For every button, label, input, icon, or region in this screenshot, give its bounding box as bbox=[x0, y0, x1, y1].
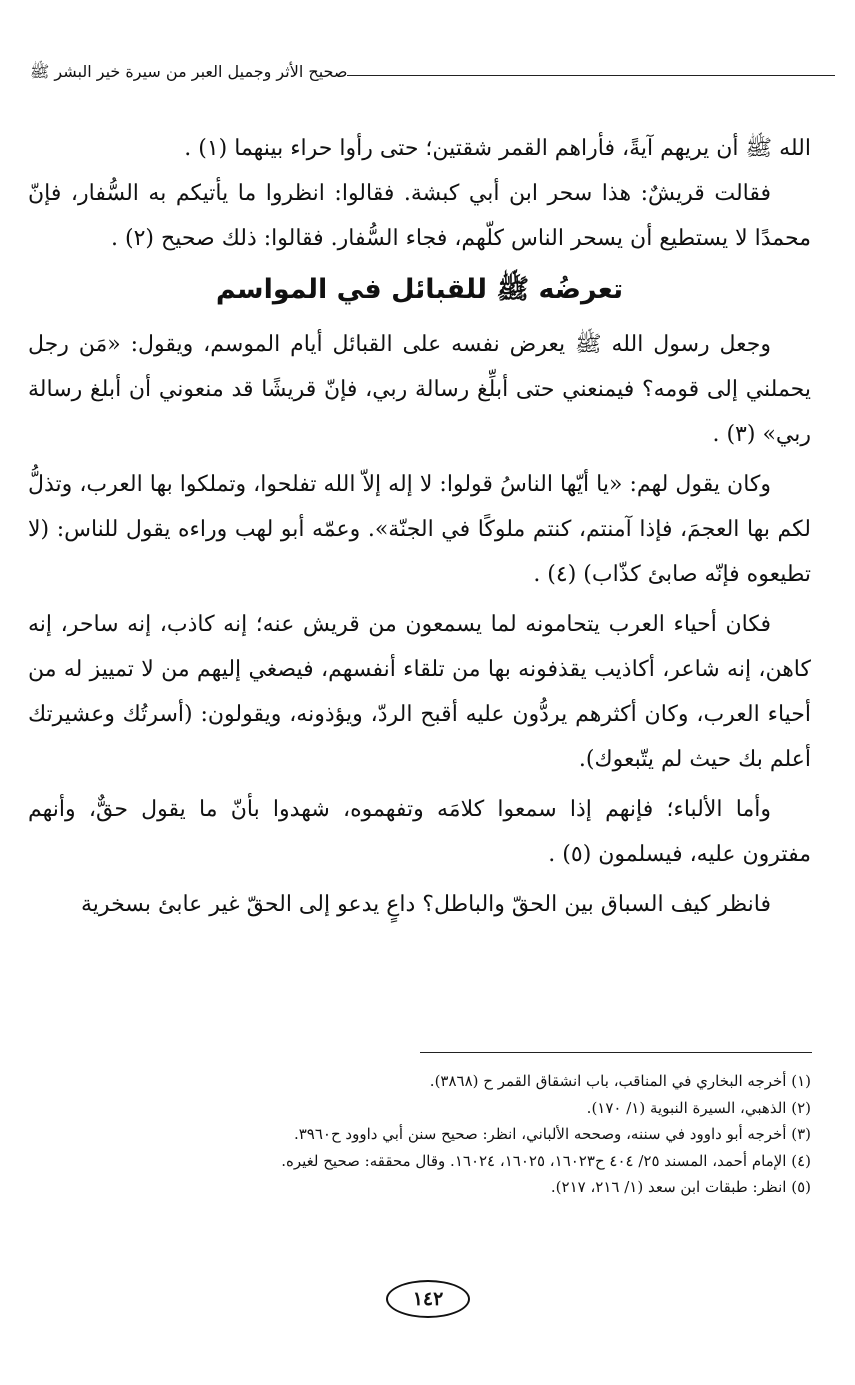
footnote-5: (٥) انظر: طبقات ابن سعد (١/ ٢١٦، ٢١٧). bbox=[550, 1178, 811, 1196]
footnotes bbox=[28, 1068, 811, 1201]
footnote-3: (٣) أخرجه أبو داوود في سننه، وصححه الألباني، انظر: صحيح سنن أبي داوود ح٣٩٦٠. bbox=[293, 1125, 811, 1143]
footnote-2: (٢) الذهبي، السيرة النبوية (١/ ١٧٠). bbox=[586, 1098, 811, 1117]
paragraph-1: الله ﷺ أن يريهم آيةً، فأراهم القمر شقتين؛ حتى رأوا حراء بينهما (١) . bbox=[184, 136, 811, 161]
footnote-1: (١) أخرجه البخاري في المناقب، باب انشقاق القمر ح (٣٨٦٨). bbox=[429, 1072, 811, 1090]
running-header-title: صحيح الأثر وجميل العبر من سيرة خير البشر ﷺ bbox=[30, 62, 348, 81]
running-header bbox=[20, 62, 835, 85]
header-rule bbox=[347, 75, 835, 76]
main-text bbox=[28, 126, 811, 932]
paragraph-5: فكان أحياء العرب يتحامونه لما يسمعون من قريش عنه؛ إنه كاذب، إنه ساحر، إنه كاهن، إنه شاعر، أكاذيب يقذفونه بها من تلقاء أنفسهم، فيصغي إليهم من لا تمييز له من أحياء العرب، وكان أكثرهم يردُّون عليه أقبح الردّ، ويؤذونه، ويقولون: (أسرتُك وعشيرتك أعلم بك حيث لم يتّبعوك). bbox=[28, 612, 811, 772]
section-title: تعرضُه ﷺ للقبائل في المواسم bbox=[215, 274, 624, 305]
footnote-separator bbox=[420, 1052, 812, 1053]
paragraph-4: وكان يقول لهم: «يا أيّها الناسُ قولوا: لا إله إلاّ الله تفلحوا، وتملكوا بها العرب، وتذلُّ لكم بها العجمَ، فإذا آمنتم، كنتم ملوكًا في الجنّة». وعمّه أبو لهب وراءه يقول للناس: (لا تطيعوه فإنّه صابئ كذّاب) (٤) . bbox=[28, 472, 811, 587]
paragraph-6: وأما الألباء؛ فإنهم إذا سمعوا كلامَه وتفهموه، شهدوا بأنّ ما يقول حقٌّ، وأنهم مفترون عليه، فيسلمون (٥) . bbox=[28, 797, 811, 867]
page-number: ١٤٢ bbox=[386, 1280, 470, 1318]
footnote-4: (٤) الإمام أحمد، المسند ٢٥/ ٤٠٤ ح١٦٠٢٣، ١٦٠٢٥، ١٦٠٢٤. وقال محققه: صحيح لغيره. bbox=[281, 1151, 811, 1170]
paragraph-7: فانظر كيف السباق بين الحقّ والباطل؟ داعٍ يدعو إلى الحقّ غير عابئ بسخرية bbox=[81, 892, 771, 917]
paragraph-2: فقالت قريشٌ: هذا سحر ابن أبي كبشة. فقالوا: انظروا ما يأتيكم به السُّفار، فإنّ محمدًا لا يستطيع أن يسحر الناس كلّهم، فجاء السُّفار. فقالوا: ذلك صحيح (٢) . bbox=[28, 181, 811, 251]
paragraph-3: وجعل رسول الله ﷺ يعرض نفسه على القبائل أيام الموسم، ويقول: «مَن رجل يحملني إلى قومه؟ فيمنعني حتى أبلِّغ رسالة ربي، فإنّ قريشًا قد منعوني أن أبلغ رسالة ربي» (٣) . bbox=[28, 332, 811, 447]
